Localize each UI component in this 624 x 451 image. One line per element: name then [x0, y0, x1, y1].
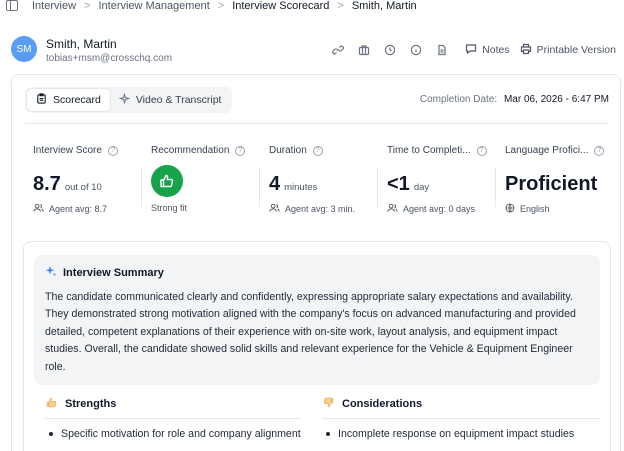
users-icon — [387, 203, 398, 215]
summary-title: Interview Summary — [63, 266, 164, 279]
breadcrumb-item-interview-scorecard[interactable]: Interview Scorecard — [232, 0, 330, 12]
metric-recommendation — [151, 145, 261, 225]
interview-summary — [34, 255, 600, 385]
printer-icon — [520, 43, 532, 58]
metric-divider — [259, 167, 260, 207]
metric-interview-score — [33, 145, 143, 225]
breadcrumb-item-candidate: Smith, Martin — [351, 0, 417, 12]
duration-label: Duration — [269, 145, 307, 156]
bullet-dot — [326, 432, 330, 436]
tab-scorecard-label: Scorecard — [53, 94, 101, 106]
completion-date-value: Mar 06, 2026 - 6:47 PM — [503, 94, 609, 105]
candidate-header — [0, 28, 624, 74]
consideration-item — [326, 428, 574, 440]
printable-version-button[interactable] — [520, 43, 616, 58]
summary-card — [23, 241, 611, 451]
duration-agent-avg: Agent avg: 3 min. — [285, 204, 356, 214]
summary-header — [45, 265, 164, 280]
divider — [25, 123, 609, 124]
metric-divider — [141, 167, 142, 207]
recommendation-label: Recommendation — [151, 145, 230, 156]
strength-item-text: Specific motivation for role and company alignment — [61, 428, 301, 440]
tab-video-transcript-label: Video & Transcript — [135, 94, 222, 106]
duration-value: 4 — [269, 173, 281, 195]
clock-icon[interactable] — [377, 42, 403, 58]
globe-icon — [505, 203, 515, 215]
sparkle-icon — [45, 265, 57, 280]
time-to-completion-agent-avg: Agent avg: 0 days — [403, 204, 476, 214]
metric-label — [151, 145, 245, 156]
thumbs-up-icon — [151, 165, 183, 197]
breadcrumb-item-interview[interactable]: Interview — [32, 0, 77, 12]
help-icon[interactable]: ? — [108, 146, 118, 156]
breadcrumb-separator: > — [217, 0, 225, 12]
interview-score-label: Interview Score — [33, 145, 102, 156]
metric-label — [387, 145, 487, 156]
breadcrumb-separator: > — [84, 0, 91, 12]
metric-label — [33, 145, 118, 156]
interview-score-suffix: out of 10 — [64, 182, 102, 193]
users-icon — [269, 203, 280, 215]
completion-date-label: Completion Date: — [419, 94, 498, 105]
strengths-title: Strengths — [65, 398, 117, 410]
breadcrumb-separator: > — [337, 0, 344, 12]
duration-suffix: minutes — [284, 182, 318, 193]
language-name: English — [520, 204, 550, 214]
time-to-completion-value: <1 — [387, 173, 410, 195]
time-to-completion-label: Time to Completi... — [387, 145, 471, 156]
notes-button[interactable] — [465, 43, 509, 58]
printable-version-label: Printable Version — [536, 44, 616, 56]
header-actions — [325, 42, 616, 58]
metric-sub — [33, 203, 107, 215]
consideration-item-text: Incomplete response on equipment impact studies — [338, 428, 575, 440]
considerations-title: Considerations — [342, 398, 423, 410]
users-icon — [33, 203, 44, 215]
sidebar-toggle-icon[interactable] — [6, 0, 18, 11]
metric-label — [505, 145, 604, 156]
metric-divider — [377, 167, 378, 207]
link-icon[interactable] — [325, 42, 351, 58]
metric-sub — [505, 203, 550, 215]
notes-label: Notes — [482, 44, 510, 56]
language-proficiency-value: Proficient — [505, 173, 598, 195]
thumbs-up-icon — [45, 396, 58, 412]
recommendation-value: Strong fit — [151, 203, 188, 213]
considerations-header — [322, 396, 422, 412]
summary-text: The candidate communicated clearly and confidently, expressing appropriate salary expectations and availability. They demonstrated strong motivation aligned with the company's focus on advanced manufacturing and provided detailed, competent explanations of their experience with on-site work, layout analysis, and equipment impact studies. Overall, the candidate showed solid skills and relevant experience for the Vehicle & Equipment Engineer role. — [45, 291, 576, 373]
metric-sub — [151, 203, 187, 213]
briefcase-icon[interactable] — [351, 42, 377, 58]
strengths-header — [45, 396, 116, 412]
avatar: SM — [11, 36, 37, 62]
divider — [45, 418, 301, 419]
metric-language-proficiency — [505, 145, 613, 225]
comment-icon — [465, 43, 477, 58]
completion-date — [420, 94, 609, 105]
metrics-row — [33, 145, 613, 225]
help-icon[interactable]: ? — [594, 146, 604, 156]
clipboard-icon — [36, 93, 47, 107]
interview-score-value: 8.7 — [33, 173, 61, 195]
metric-value — [387, 173, 429, 196]
metric-sub — [269, 203, 355, 215]
help-icon[interactable]: ? — [235, 146, 245, 156]
metric-duration — [269, 145, 379, 225]
bullet-dot — [49, 432, 53, 436]
metric-value — [33, 173, 102, 196]
sparkle-icon — [119, 93, 130, 107]
language-proficiency-label: Language Profici... — [505, 145, 589, 156]
metric-label — [269, 145, 323, 156]
view-tabs — [25, 87, 232, 113]
metric-value — [269, 173, 317, 196]
divider — [322, 418, 600, 419]
candidate-email: tobias+msm@crosschq.com — [46, 53, 173, 64]
metric-divider — [495, 167, 496, 207]
metric-time-to-completion — [387, 145, 497, 225]
info-icon[interactable] — [403, 42, 429, 58]
candidate-name: Smith, Martin — [46, 37, 117, 51]
metric-sub — [387, 203, 475, 215]
interview-score-agent-avg: Agent avg: 8.7 — [49, 204, 108, 214]
time-to-completion-suffix: day — [413, 182, 430, 193]
help-icon[interactable]: ? — [313, 146, 323, 156]
help-icon[interactable]: ? — [477, 146, 487, 156]
strength-item — [49, 428, 301, 440]
thumbs-down-icon — [322, 396, 335, 412]
tab-video-transcript[interactable] — [110, 89, 231, 111]
metric-value — [505, 173, 597, 196]
breadcrumb — [0, 0, 624, 12]
tab-scorecard[interactable] — [27, 89, 110, 111]
breadcrumb-item-interview-management[interactable]: Interview Management — [98, 0, 210, 12]
scorecard-card — [11, 74, 621, 451]
document-icon[interactable] — [429, 42, 455, 58]
